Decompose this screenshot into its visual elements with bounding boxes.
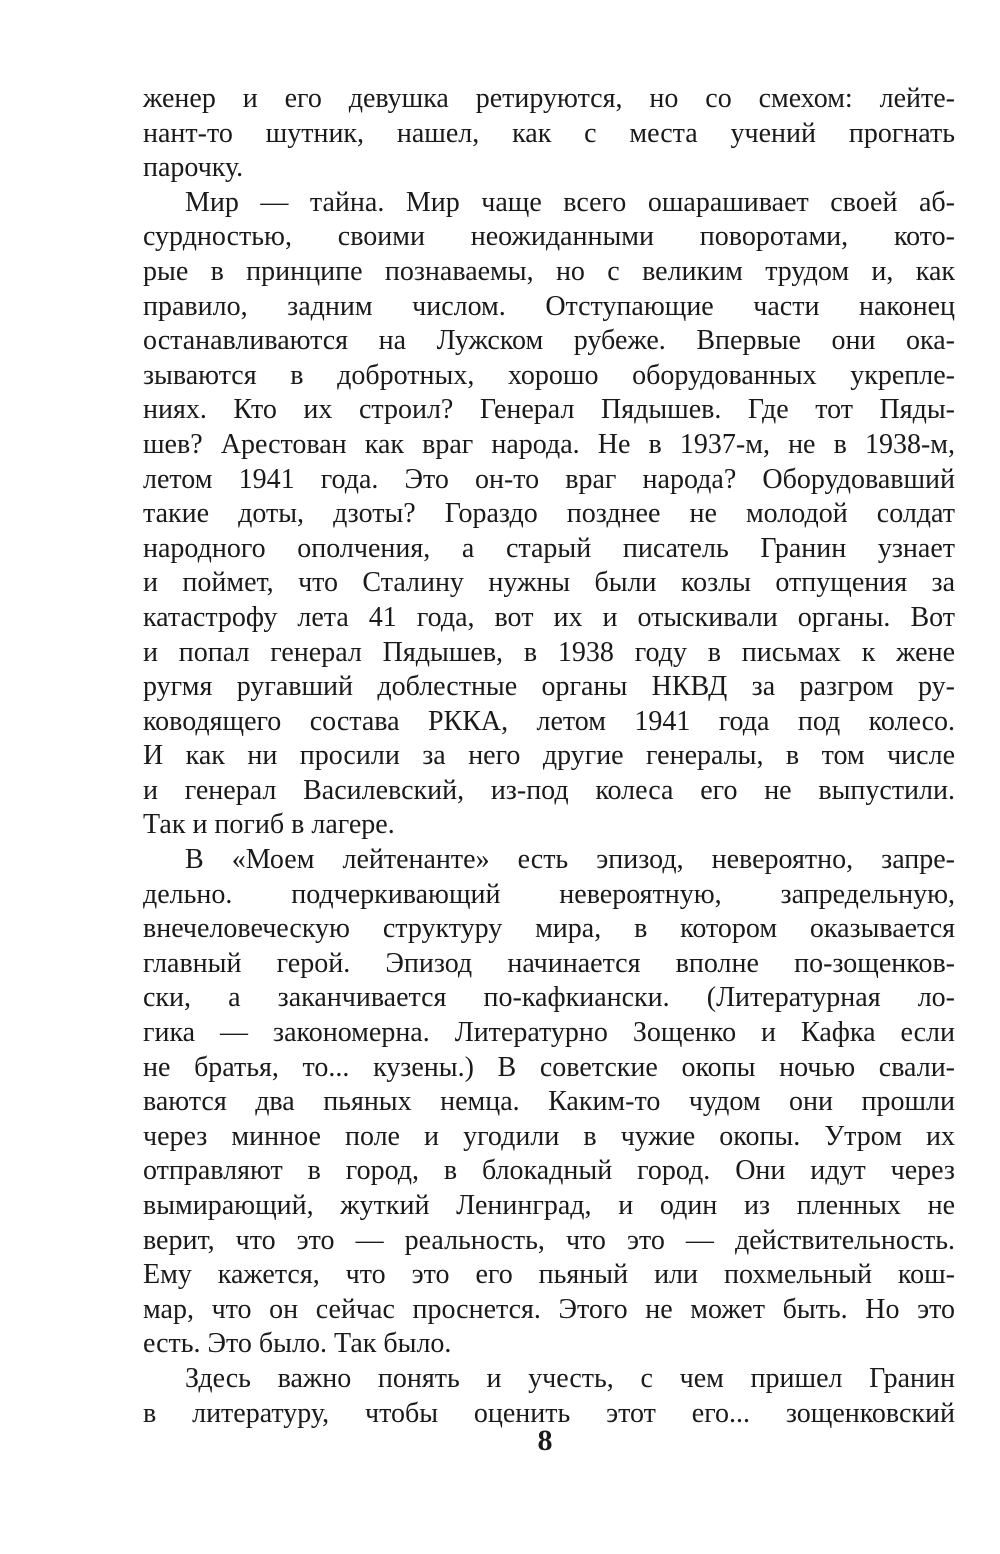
text-line: гика — закономерна. Литературно Зощенко и Кафка если bbox=[143, 1017, 955, 1049]
paragraph-1 bbox=[143, 82, 955, 186]
text-line: Здесь важно понять и учесть, с чем пришел Гранин bbox=[185, 1362, 955, 1394]
text-line: вымирающий, жуткий Ленинград, и один из пленных не bbox=[143, 1190, 955, 1221]
text-line: В «Моем лейтенанте» есть эпизод, невероятно, запре- bbox=[185, 844, 955, 876]
body-text bbox=[143, 82, 955, 1431]
text-line: летом 1941 года. Это он-то враг народа? Оборудовавший bbox=[143, 463, 955, 495]
text-line: шев? Арестован как враг народа. Не в 1937-м, не в 1938-м, bbox=[143, 428, 955, 460]
paragraph-2 bbox=[143, 186, 955, 843]
text-line: рые в принципе познаваемы, но с великим трудом и, как bbox=[143, 255, 955, 287]
text-line: ководящего состава РККА, летом 1941 года под колесо. bbox=[143, 705, 955, 737]
text-line: парочку. bbox=[143, 152, 244, 184]
page-number bbox=[0, 1424, 1000, 1458]
text-line: народного ополчения, а старый писатель Гранин узнает bbox=[143, 532, 955, 564]
text-line: останавливаются на Лужском рубеже. Впервые они ока- bbox=[143, 325, 955, 357]
text-line: верит, что это — реальность, что это — действительность. bbox=[143, 1224, 955, 1256]
text-line: зываются в добротных, хорошо оборудованных укрепле- bbox=[143, 359, 955, 391]
text-line: внечеловеческую структуру мира, в котором оказывается bbox=[143, 913, 955, 945]
text-line: Ему кажется, что это его пьяный или похмельный кош- bbox=[143, 1259, 955, 1291]
text-line: ругмя ругавший доблестные органы НКВД за разгром ру- bbox=[143, 671, 955, 703]
text-line: катастрофу лета 41 года, вот их и отыскивали органы. Вот bbox=[143, 601, 955, 633]
text-line: Так и погиб в лагере. bbox=[143, 809, 395, 841]
text-line: ски, а заканчивается по-кафкиански. (Литературная ло- bbox=[143, 982, 955, 1014]
text-line: женер и его девушка ретируются, но со смехом: лейте- bbox=[143, 83, 955, 114]
paragraph-3 bbox=[143, 843, 955, 1362]
paragraph-4 bbox=[143, 1362, 955, 1431]
text-line: Мир — тайна. Мир чаще всего ошарашивает своей аб- bbox=[185, 186, 955, 218]
text-line: есть. Это было. Так было. bbox=[143, 1328, 452, 1360]
text-line: не братья, то... кузены.) В советские окопы ночью свали- bbox=[143, 1051, 955, 1083]
text-line: в литературу, чтобы оценить этот его... зощенковский bbox=[143, 1397, 955, 1429]
text-line: главный герой. Эпизод начинается вполне по-зощенков- bbox=[143, 947, 955, 979]
text-line: и генерал Василевский, из-под колеса его не выпустили. bbox=[143, 774, 955, 806]
text-line: и поймет, что Сталину нужны были козлы отпущения за bbox=[143, 567, 955, 599]
text-line: мар, что он сейчас проснется. Этого не может быть. Но это bbox=[143, 1293, 955, 1325]
text-line: такие доты, дзоты? Гораздо позднее не молодой солдат bbox=[143, 498, 955, 530]
text-line: правило, задним числом. Отступающие части наконец bbox=[143, 290, 955, 322]
text-line: нант-то шутник, нашел, как с места учений прогнать bbox=[143, 117, 955, 149]
text-line: отправляют в город, в блокадный город. Они идут через bbox=[143, 1155, 955, 1187]
text-line: сурдностью, своими неожиданными поворотами, кото- bbox=[143, 221, 955, 253]
text-line: И как ни просили за него другие генералы, в том числе bbox=[143, 740, 955, 772]
text-line: ваются два пьяных немца. Каким-то чудом они прошли bbox=[143, 1086, 955, 1118]
text-line: ниях. Кто их строил? Генерал Пядышев. Где тот Пяды- bbox=[143, 394, 955, 426]
page-number-label: 8 bbox=[537, 1424, 553, 1457]
text-line: и попал генерал Пядышев, в 1938 году в письмах к жене bbox=[143, 636, 955, 668]
text-line: дельно. подчеркивающий невероятную, запредельную, bbox=[143, 878, 955, 910]
text-line: через минное поле и угодили в чужие окопы. Утром их bbox=[143, 1120, 955, 1152]
